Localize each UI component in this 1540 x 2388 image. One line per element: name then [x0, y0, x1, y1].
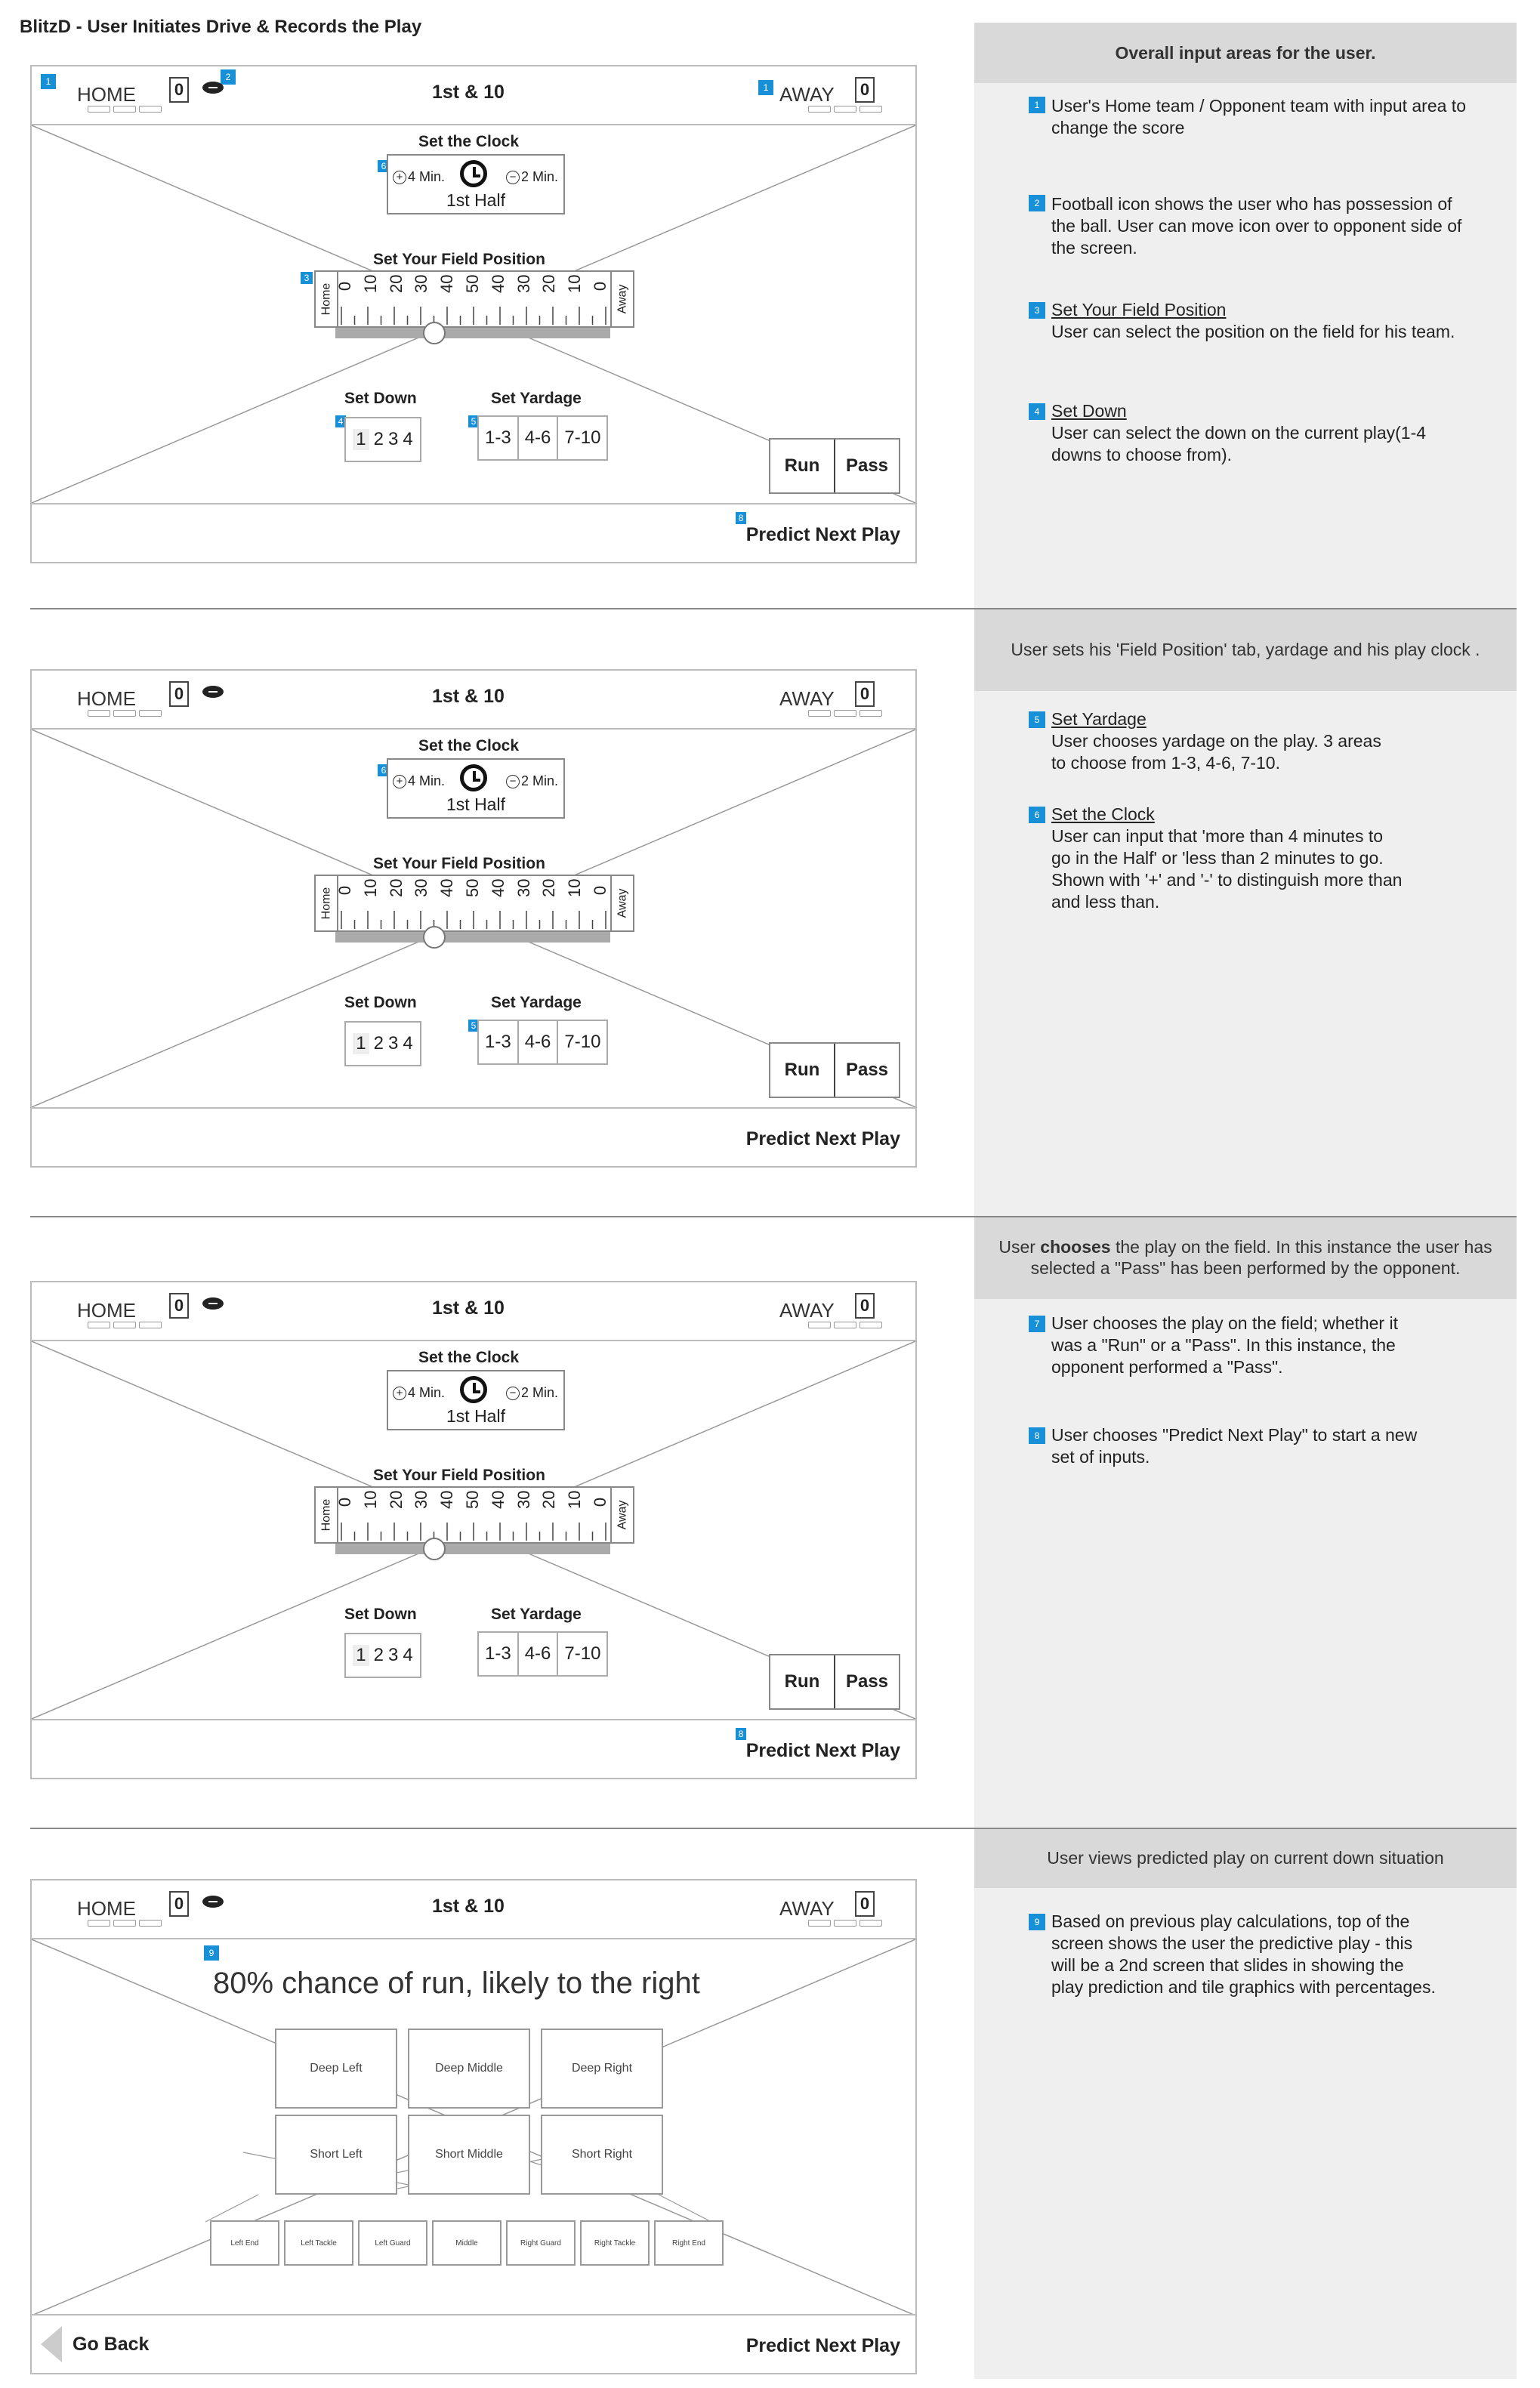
home-score-input[interactable]: 0 — [169, 681, 189, 707]
note-badge: 5 — [1029, 711, 1045, 728]
note-badge: 1 — [1029, 97, 1045, 113]
line-gap-tile[interactable]: Left End — [210, 2220, 279, 2266]
ruler-ticks — [338, 1521, 609, 1541]
prediction-screen — [30, 1879, 917, 2374]
down-option[interactable]: 3 — [388, 429, 399, 449]
yard-number: 10 — [565, 878, 585, 897]
set-down-label: Set Down — [344, 994, 417, 1011]
yard-number: 0 — [335, 885, 354, 896]
down-option[interactable]: 3 — [388, 1033, 399, 1054]
yard-number: 20 — [386, 878, 406, 897]
away-score-input[interactable]: 0 — [855, 77, 875, 103]
note-body: User can input that 'more than 4 minutes to go in the Half' or 'less than 2 minutes to go. Shown with '+' and '-' to distinguish more than and less than. — [1051, 826, 1403, 912]
badge-6: 6 — [378, 160, 390, 172]
ruler-home-label: Home — [319, 282, 332, 316]
scoreboard — [32, 671, 915, 730]
yard-number: 0 — [590, 885, 610, 896]
deep-zone-tile[interactable]: Deep Left — [275, 2029, 397, 2109]
clock-selector — [387, 1370, 565, 1430]
note-text — [1051, 804, 1406, 913]
line-gap-tile[interactable]: Middle — [432, 2220, 502, 2266]
down-distance: 1st & 10 — [432, 1297, 505, 1319]
field-position-ruler[interactable] — [314, 1486, 634, 1544]
home-score-input[interactable]: 0 — [169, 77, 189, 103]
set-yardage-label: Set Yardage — [491, 390, 582, 407]
badge-3: 3 — [301, 272, 313, 284]
run-button[interactable]: Run — [770, 1655, 835, 1708]
yardage-selector — [477, 415, 608, 461]
run-pass-selector — [769, 1042, 900, 1098]
line-gap-tile[interactable]: Left Guard — [358, 2220, 427, 2266]
clock-icon — [460, 1376, 487, 1403]
note-text: User chooses the play on the field; whether it was a "Run" or a "Pass". In this instance, the opponent performed a "Pass". — [1051, 1313, 1398, 1377]
field-position-slider-knob[interactable] — [423, 322, 446, 344]
note-title: Set Yardage — [1051, 709, 1147, 729]
football-icon[interactable] — [201, 1296, 225, 1311]
away-score-dashes — [808, 106, 882, 113]
short-zone-tile[interactable]: Short Left — [275, 2115, 397, 2195]
yard-number: 10 — [565, 1490, 585, 1509]
away-score-input[interactable]: 0 — [855, 1891, 875, 1917]
ruler-away-end — [610, 1488, 633, 1542]
note-body: User chooses yardage on the play. 3 areas to choose from 1-3, 4-6, 7-10. — [1051, 731, 1381, 773]
predict-next-play-button[interactable]: Predict Next Play — [745, 2335, 900, 2356]
yard-number: 30 — [514, 1490, 533, 1509]
yard-number: 10 — [565, 274, 585, 293]
minus-2-min-option[interactable] — [506, 169, 558, 185]
yardage-selector — [477, 1631, 608, 1677]
note-badge: 6 — [1029, 807, 1045, 823]
yard-number: 20 — [539, 274, 559, 293]
plus-4-min-option[interactable] — [393, 169, 445, 185]
scoreboard — [32, 1282, 915, 1341]
ruler-away-end — [610, 876, 633, 930]
yard-number: 50 — [462, 878, 482, 897]
note-body: User can select the position on the field for his team. — [1051, 322, 1455, 341]
yard-number: 20 — [386, 274, 406, 293]
run-pass-selector — [769, 438, 900, 494]
ruler-away-end — [610, 272, 633, 326]
yardage-selector — [477, 1020, 608, 1065]
set-clock-label: Set the Clock — [418, 737, 520, 754]
yardage-option[interactable]: 1-3 — [479, 417, 519, 459]
field-position-ruler[interactable] — [314, 270, 634, 328]
down-option[interactable]: 3 — [388, 1645, 399, 1665]
clock-icon — [460, 160, 487, 187]
yard-number: 30 — [412, 274, 431, 293]
minus-icon: − — [506, 1387, 520, 1400]
minus-2-min-option[interactable] — [506, 773, 558, 789]
badge-8: 8 — [736, 512, 746, 524]
home-team-label: HOME — [77, 83, 136, 106]
bottom-bar — [32, 1107, 915, 1166]
ruler-home-label: Home — [319, 887, 332, 920]
ruler-ticks — [338, 909, 609, 929]
bottom-bar — [32, 1719, 915, 1778]
minus-label: 2 Min. — [521, 1385, 559, 1400]
down-option[interactable]: 1 — [353, 1033, 369, 1054]
home-team-label: HOME — [77, 687, 136, 710]
section-divider — [30, 608, 1517, 609]
note-text: User's Home team / Opponent team with input area to change the score — [1051, 96, 1466, 137]
section-divider — [30, 1216, 1517, 1217]
ruler-away-label: Away — [616, 888, 628, 918]
minus-label: 2 Min. — [521, 169, 559, 184]
minus-label: 2 Min. — [521, 773, 559, 788]
note-text: User chooses "Predict Next Play" to start a new set of inputs. — [1051, 1425, 1418, 1467]
away-score-dashes — [808, 710, 882, 717]
half-label: 1st Half — [446, 190, 505, 210]
plus-label: 4 Min. — [408, 1385, 446, 1400]
yard-number: 10 — [360, 1490, 380, 1509]
home-score-input[interactable]: 0 — [169, 1891, 189, 1917]
plus-icon: + — [393, 171, 406, 184]
input-screen-3 — [30, 1281, 917, 1779]
minus-icon: − — [506, 171, 520, 184]
ruler-home-label: Home — [319, 1498, 332, 1532]
away-score-input[interactable]: 0 — [855, 681, 875, 707]
home-score-dashes — [88, 106, 162, 113]
minus-icon: − — [506, 775, 520, 788]
set-yardage-label: Set Yardage — [491, 1606, 582, 1623]
yard-number: 40 — [488, 1490, 508, 1509]
yard-number: 20 — [539, 878, 559, 897]
note-badge: 4 — [1029, 403, 1045, 420]
field-position-label: Set Your Field Position — [373, 1467, 545, 1484]
home-team-label: HOME — [77, 1897, 136, 1920]
down-option[interactable]: 2 — [373, 1033, 384, 1054]
note-badge: 8 — [1029, 1427, 1045, 1444]
yardage-option[interactable]: 1-3 — [479, 1021, 519, 1063]
badge-2: 2 — [221, 69, 236, 85]
run-button[interactable]: Run — [770, 440, 835, 492]
down-selector — [344, 1021, 421, 1066]
yard-number: 30 — [514, 274, 533, 293]
yard-number: 50 — [462, 274, 482, 293]
line-gap-tile[interactable]: Right Tackle — [580, 2220, 650, 2266]
ruler-away-label: Away — [616, 1500, 628, 1530]
yardage-option[interactable]: 4-6 — [519, 1633, 559, 1675]
set-yardage-label: Set Yardage — [491, 994, 582, 1011]
yard-number: 30 — [412, 878, 431, 897]
away-team-label: AWAY — [779, 1299, 835, 1322]
down-selector — [344, 417, 421, 462]
field-position-track[interactable] — [335, 932, 610, 943]
badge-4: 4 — [335, 415, 346, 427]
note-text: Based on previous play calculations, top of the screen shows the user the predictive play - this will be a 2nd screen that slides in showing the play prediction and tile graphics with percentages. — [1051, 1911, 1436, 1997]
yard-number: 0 — [335, 281, 354, 292]
pass-button[interactable]: Pass — [845, 1671, 889, 1692]
go-back-button[interactable]: Go Back — [73, 2334, 150, 2355]
yardage-option[interactable]: 1-3 — [479, 1633, 519, 1675]
home-score-input[interactable]: 0 — [169, 1293, 189, 1319]
yard-number: 40 — [488, 274, 508, 293]
annotation-column — [974, 23, 1517, 2379]
down-option[interactable]: 2 — [373, 1645, 384, 1665]
badge-5: 5 — [468, 415, 479, 427]
yard-number: 0 — [335, 1497, 354, 1507]
section-3-header: User chooses the play on the field. In this instance the user has selected a "Pass" has been performed by the opponent. — [974, 1216, 1517, 1299]
back-arrow-icon[interactable] — [41, 2326, 62, 2362]
badge-6: 6 — [378, 764, 390, 776]
scoreboard — [32, 66, 915, 125]
yardage-option[interactable]: 4-6 — [519, 417, 559, 459]
badge-9: 9 — [204, 1945, 219, 1961]
bottom-bar — [32, 2314, 915, 2373]
minus-2-min-option[interactable] — [506, 1385, 558, 1401]
note-badge: 2 — [1029, 195, 1045, 211]
field-position-label: Set Your Field Position — [373, 251, 545, 268]
deep-zone-tile[interactable]: Deep Right — [541, 2029, 663, 2109]
clock-icon — [460, 764, 487, 791]
set-clock-label: Set the Clock — [418, 1349, 520, 1366]
plus-4-min-option[interactable] — [393, 773, 445, 789]
line-gap-tile[interactable]: Left Tackle — [284, 2220, 353, 2266]
set-down-label: Set Down — [344, 1606, 417, 1623]
yard-number: 10 — [360, 274, 380, 293]
football-icon[interactable] — [201, 80, 225, 95]
run-button[interactable]: Run — [770, 1044, 835, 1097]
field-position-track[interactable] — [335, 1544, 610, 1554]
badge-1: 1 — [758, 80, 773, 95]
yard-number: 30 — [412, 1490, 431, 1509]
short-zone-tile[interactable]: Short Right — [541, 2115, 663, 2195]
input-screen-1 — [30, 65, 917, 563]
yard-number: 10 — [360, 878, 380, 897]
down-option[interactable]: 4 — [403, 1033, 413, 1054]
yardage-option[interactable]: 7-10 — [564, 1032, 601, 1052]
set-down-label: Set Down — [344, 390, 417, 407]
yard-number: 0 — [590, 281, 610, 292]
note-badge: 9 — [1029, 1914, 1045, 1930]
predict-next-play-button[interactable]: Predict Next Play — [745, 1128, 900, 1149]
home-score-dashes — [88, 1322, 162, 1328]
clock-selector — [387, 154, 565, 214]
plus-label: 4 Min. — [408, 773, 446, 788]
input-screen-2 — [30, 669, 917, 1168]
badge-8: 8 — [736, 1728, 746, 1740]
page-title: BlitzD - User Initiates Drive & Records the Play — [20, 17, 422, 37]
note-text — [1051, 299, 1474, 343]
line-gap-tile[interactable]: Right End — [654, 2220, 724, 2266]
half-label: 1st Half — [446, 1406, 505, 1426]
yard-number: 50 — [462, 1490, 482, 1509]
badge-5: 5 — [468, 1020, 479, 1032]
clock-selector — [387, 758, 565, 819]
down-option[interactable]: 1 — [353, 1645, 369, 1666]
plus-label: 4 Min. — [408, 169, 446, 184]
field-position-slider-knob[interactable] — [423, 1538, 446, 1560]
home-team-label: HOME — [77, 1299, 136, 1322]
yard-number: 40 — [437, 1490, 457, 1509]
yard-number: 40 — [437, 274, 457, 293]
note-badge: 3 — [1029, 302, 1045, 319]
yard-number: 20 — [386, 1490, 406, 1509]
yard-number: 40 — [437, 878, 457, 897]
yard-number: 30 — [514, 878, 533, 897]
field-position-ruler[interactable] — [314, 875, 634, 932]
yardage-option[interactable]: 4-6 — [519, 1021, 559, 1063]
badge-1: 1 — [41, 74, 56, 89]
down-option[interactable]: 2 — [373, 429, 384, 449]
away-team-label: AWAY — [779, 1897, 835, 1920]
plus-icon: + — [393, 775, 406, 788]
note-title: Set Down — [1051, 401, 1127, 421]
down-selector — [344, 1633, 421, 1678]
note-title: Set the Clock — [1051, 804, 1155, 824]
plus-4-min-option[interactable] — [393, 1385, 445, 1401]
note-body: User can select the down on the current play(1-4 downs to choose from). — [1051, 423, 1427, 464]
football-icon[interactable] — [201, 684, 225, 699]
set-clock-label: Set the Clock — [418, 133, 520, 150]
short-zone-tile[interactable]: Short Middle — [408, 2115, 530, 2195]
ruler-ticks — [338, 305, 609, 325]
note-text: Football icon shows the user who has possession of the ball. User can move icon over to opponent side of the screen. — [1051, 194, 1462, 258]
pass-button[interactable]: Pass — [845, 1060, 889, 1080]
field-position-label: Set Your Field Position — [373, 855, 545, 872]
note-badge: 7 — [1029, 1316, 1045, 1332]
away-team-label: AWAY — [779, 83, 835, 106]
yardage-option[interactable]: 7-10 — [564, 1643, 601, 1664]
deep-zone-tile[interactable]: Deep Middle — [408, 2029, 530, 2109]
field-position-slider-knob[interactable] — [423, 926, 446, 949]
run-pass-selector — [769, 1654, 900, 1710]
down-option[interactable]: 4 — [403, 429, 413, 449]
down-distance: 1st & 10 — [432, 686, 505, 707]
yard-number: 0 — [590, 1497, 610, 1507]
prediction-headline: 80% chance of run, likely to the right — [213, 1967, 700, 2000]
note-text — [1051, 400, 1474, 466]
yard-numbers — [335, 274, 610, 296]
section-4-header: User views predicted play on current down situation — [974, 1828, 1517, 1888]
yard-numbers — [335, 878, 610, 900]
ruler-away-label: Away — [616, 284, 628, 314]
down-option[interactable]: 1 — [353, 429, 369, 450]
yard-number: 20 — [539, 1490, 559, 1509]
away-score-input[interactable]: 0 — [855, 1293, 875, 1319]
plus-icon: + — [393, 1387, 406, 1400]
down-distance: 1st & 10 — [432, 1896, 505, 1917]
yardage-option[interactable]: 7-10 — [564, 427, 601, 448]
yard-number: 40 — [488, 878, 508, 897]
away-score-dashes — [808, 1322, 882, 1328]
down-option[interactable]: 4 — [403, 1645, 413, 1665]
bottom-bar — [32, 503, 915, 562]
line-gap-tile[interactable]: Right Guard — [506, 2220, 576, 2266]
down-distance: 1st & 10 — [432, 82, 505, 103]
pass-button[interactable]: Pass — [845, 455, 889, 476]
yard-numbers — [335, 1490, 610, 1512]
field-position-track[interactable] — [335, 328, 610, 338]
away-team-label: AWAY — [779, 687, 835, 710]
note-text — [1051, 708, 1384, 774]
predict-next-play-button[interactable]: Predict Next Play — [745, 1740, 900, 1761]
note-title: Set Your Field Position — [1051, 300, 1227, 319]
section-1-header: Overall input areas for the user. — [974, 23, 1517, 83]
section-2-header: User sets his 'Field Position' tab, yardage and his play clock . — [974, 608, 1517, 691]
predict-next-play-button[interactable]: Predict Next Play — [745, 524, 900, 545]
half-label: 1st Half — [446, 794, 505, 814]
section-divider — [30, 1828, 1517, 1829]
home-score-dashes — [88, 710, 162, 717]
